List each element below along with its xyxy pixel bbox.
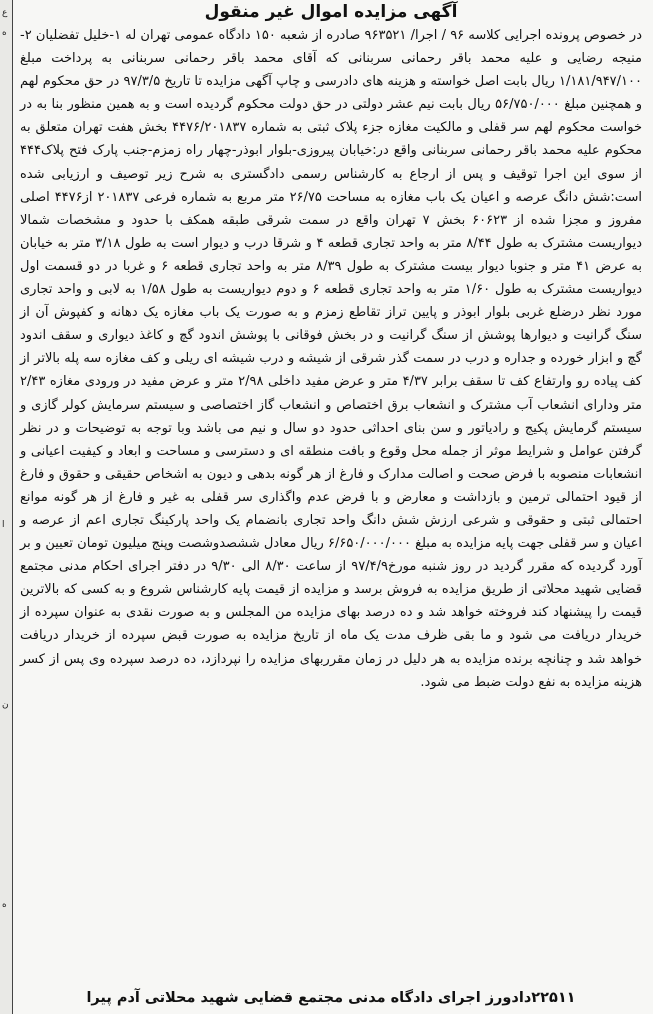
notice-footer: ۲۲۵۱۱دادورز اجرای دادگاه مدنی مجتمع قضایی شهید محلاتی آدم پیرا: [86, 990, 576, 1006]
notice-body: در خصوص پرونده اجرایی کلاسه ۹۶ / اجرا/ ۹۶۳۵۲۱ صادره از شعبه ۱۵۰ دادگاه عمومی تهران له ۱-خلیل تفضلیان ۲- منیجه رضایی و علیه محمد باقر رحمانی سربنانی که آقای محمد باقر رحمانی سربنانی به پرداخت مبلغ ۱/۱۸۱/۹۴۷/۱۰۰ ریال بابت اصل خواسته و هزینه های دادرسی و چاپ آگهی مزایده تا تاریخ ۹۷/۳/۵ در حق محکوم لهم و همچنین مبلغ ۵۶/۷۵۰/۰۰۰ ریال بابت نیم عشر دولتی در حق دولت محکوم گردیده است و به همین منظور بنا به در خواست محکوم لهم سر قفلی و مالکیت مغازه جزء پلاک ثبتی به شماره ۴۴۷۶/۲۰۱۸۳۷ بخش هفت تهران متعلق به محکوم علیه محمد باقر رحمانی سربنانی واقع در:خیابان پیروزی-بلوار ابوذر-چهار راه زمزم-جنب پارک فتح پلاک۴۴۴ از سوی این اجرا توقیف و پس از ارجاع به کارشناس رسمی دادگستری به شرح زیر توصیف و ارزیابی شده است:شش دانگ عرصه و اعیان یک باب مغازه به مساحت ۲۶/۷۵ متر مربع به شماره فرعی ۲۰۱۸۳۷ از۴۴۷۶ اصلی مفروز و مجزا شده از ۶۰۶۲۳ بخش ۷ تهران واقع در سمت شرقی طبقه همکف با حدود و مشخصات شمالا دیواریست مشترک به طول ۸/۴۴ متر به واحد تجاری قطعه ۴ و شرقا درب و دیوار است به طول ۳/۱۸ متر به خیابان به عرض ۴۱ متر و جنوبا دیوار بیست مشترک به طول ۸/۳۹ متر به واحد تجاری قطعه ۶ و غربا در دو قسمت اول دیواریست مشترک به طول ۱/۶۰ متر به واحد تجاری قطعه ۶ و دوم دیواریست به طول ۱/۵۸ به لابی و واحد تجاری مورد نظر درضلع غربی بلوار ابوذر و پایین تراز تقاطع زمزم و به صورت یک باب مغازه یک دهانه و کفپوش آن از سنگ گرانیت و دیوارها پوشش از سنگ گرانیت و در بخش فوقانی با پوشش اندود گچ و کاغذ دیواری و سقف اندود گچ و ابزار خورده و جداره و درب در سمت گذر شرقی از شیشه و درب شیشه ای ریلی و کف مغازه سه پله بالاتر از کف پیاده رو وارتفاع کف تا سقف برابر ۴/۳۷ متر و عرض مفید داخلی ۲/۹۸ متر و عرض مفید در ورودی مغازه ۲/۴۳ متر ودارای انشعاب آب مشترک و انشعاب برق اختصاص و انشعاب گاز اختصاصی و سیستم سرمایش کولر گازی و سیستم گرمایش پکیج و رادیاتور و سن بنای احداثی حدود دو سال و نیم می باشد وبا توجه به توضیحات و در نظر گرفتن عوامل و شرایط موثر از جمله محل وقوع و بافت منطقه ای و دسترسی و مساحت و ابعاد و کیفیت اعیانی و انشعابات منصوبه با فرض صحت و اصالت مدارک و فارغ از هر گونه بدهی و دیون به اشخاص حقیقی و حقوق و فارغ از قیود احتمالی ترمین و بازداشت و معارض و با فرض عدم واگذاری سر قفلی به غیر و فارغ از هر گونه موانع احتمالی ثبتی و حقوقی و شرعی ارزش شش دانگ واحد تجاری بانضمام یک واحد پارکینگ تجاری اعم از عرصه و اعیان و سر قفلی جهت پایه مزایده به مبلغ ۶/۶۵۰/۰۰۰/۰۰۰ ریال معادل ششصدوشصت وپنج میلیون تومان تعیین و بر آورد گردیده که مقرر گردید در روز شنبه مورخ۹۷/۴/۹ از ساعت ۸/۳۰ الی ۹/۳۰ در دفتر اجرای احکام مدنی مجتمع قضایی شهید محلاتی از طریق مزایده به فروش برسد و مزایده از قیمت پایه کارشناس شروع و به کسی که بالاترین قیمت را پیشنهاد کند فروخته خواهد شد و ده درصد بهای مزایده من المجلس و به صورت نقدی به عنوان سپرده از خریدار دریافت می شود و ما بقی ظرف مدت یک ماه از تاریخ مزایده به صورت قبض سپرده از خریدار دریافت خواهد شد و چنانچه برنده مزایده به هر دلیل در زمان مقرربهای مزایده را نپردازد، ده درصد سپرده وی پس از کسر هزینه مزایده به نفع دولت ضبط می شود.: [20, 28, 643, 690]
edge-mark: ن: [2, 700, 9, 710]
edge-mark: ع: [2, 8, 8, 18]
notice-title: آگهی مزایده اموال غیر منقول: [204, 2, 458, 22]
edge-mark: ه: [2, 28, 7, 38]
edge-mark: ا: [2, 520, 5, 530]
adjacent-column-edge: [0, 0, 13, 1014]
edge-mark: ه: [2, 900, 7, 910]
auction-notice: [16, 0, 646, 1014]
